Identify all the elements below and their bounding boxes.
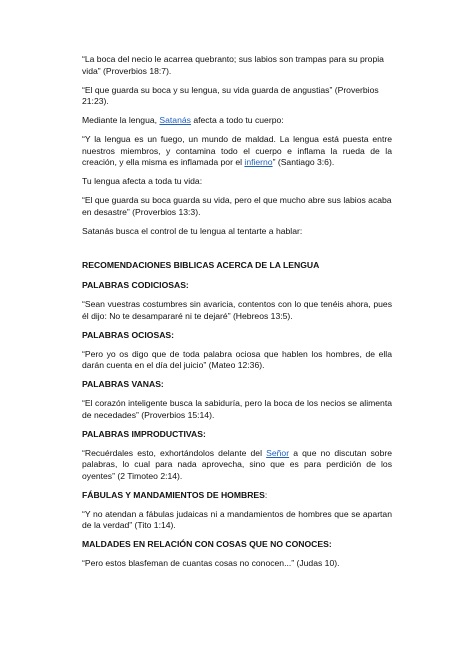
heading-fabulas-colon: : bbox=[264, 489, 268, 500]
paragraph-tu-lengua: Tu lengua afecta a toda tu vida: bbox=[82, 176, 203, 187]
link-satanas[interactable]: Satanás bbox=[159, 115, 191, 126]
link-infierno[interactable]: infierno bbox=[244, 157, 273, 168]
quote-proverbios-21-23: “El que guarda su boca y su lengua, su vida guarda de angustias” (Proverbios 21:23). bbox=[82, 84, 379, 107]
paragraph-control-lengua: Satanás busca el control de tu lengua al tentarte a hablar: bbox=[82, 225, 303, 236]
quote-proverbios-18-7: “La boca del necio le acarrea quebranto; sus labios son trampas para su propia vida” (Proverbios 18:7). bbox=[82, 54, 384, 76]
paragraph-satanas-post: afecta a todo tu cuerpo: bbox=[190, 115, 284, 126]
quote-proverbios-13-3: “El que guarda su boca guarda su vida, pero el que mucho abre sus labios acaba en desastre” (Proverbios 13:3). bbox=[82, 195, 392, 217]
quote-timoteo-pre: “Recuérdales esto, exhortándolos delante del bbox=[82, 447, 267, 458]
heading-fabulas-mandamientos bbox=[82, 490, 392, 502]
quote-2-timoteo-2-14 bbox=[82, 448, 392, 483]
paragraph-satanas-pre: Mediante la lengua, bbox=[82, 115, 160, 126]
heading-palabras-codiciosas: PALABRAS CODICIOSAS: bbox=[82, 280, 189, 291]
quote-mateo-12-36: “Pero yo os digo que de toda palabra ociosa que hablen los hombres, de ella darán cuenta en el día del juicio” (Mateo 12:36). bbox=[82, 348, 392, 371]
section-title: RECOMENDACIONES BIBLICAS ACERCA DE LA LENGUA bbox=[82, 260, 320, 271]
quote-santiago-3-6 bbox=[82, 134, 392, 169]
quote-tito-1-14: “Y no atendan a fábulas judaicas ni a mandamientos de hombres que se apartan de la verdad” (Tito 1:14). bbox=[82, 508, 392, 531]
heading-palabras-vanas: PALABRAS VANAS: bbox=[82, 379, 164, 390]
heading-palabras-improductivas: PALABRAS IMPRODUCTIVAS: bbox=[82, 428, 206, 439]
quote-proverbios-15-14: “El corazón inteligente busca la sabiduría, pero la boca de los necios se alimenta de necedades” (Proverbios 15:14). bbox=[82, 398, 392, 420]
heading-palabras-ociosas: PALABRAS OCIOSAS: bbox=[82, 329, 174, 340]
quote-santiago-pre: “Y la lengua es un fuego, un mundo de maldad. La lengua está puesta entre nuestros miembros, y contamina todo el cuerpo e inflama la rueda de la creación, y ella misma es inflamada por el bbox=[82, 134, 392, 168]
quote-timoteo-post: a que no discutan sobre palabras, lo cual para nada aprovecha, sino que es para perdición de los oyentes” (2 Timoteo 2:14). bbox=[82, 447, 392, 481]
quote-judas-10: “Pero estos blasfeman de cuantas cosas no conocen...” (Judas 10). bbox=[82, 558, 340, 569]
heading-maldades: MALDADES EN RELACIÓN CON COSAS QUE NO CONOCES: bbox=[82, 539, 332, 550]
heading-fabulas-text: FÁBULAS Y MANDAMIENTOS DE HOMBRES bbox=[82, 489, 265, 500]
quote-hebreos-13-5: “Sean vuestras costumbres sin avaricia, contentos con lo que tenéis ahora, pues él dijo: No te desampararé ni te dejaré” (Hebreos 13:5). bbox=[82, 299, 392, 321]
link-senor[interactable]: Señor bbox=[266, 447, 290, 458]
paragraph-satanas bbox=[82, 115, 392, 127]
quote-santiago-post: ” (Santiago 3:6). bbox=[272, 157, 335, 168]
